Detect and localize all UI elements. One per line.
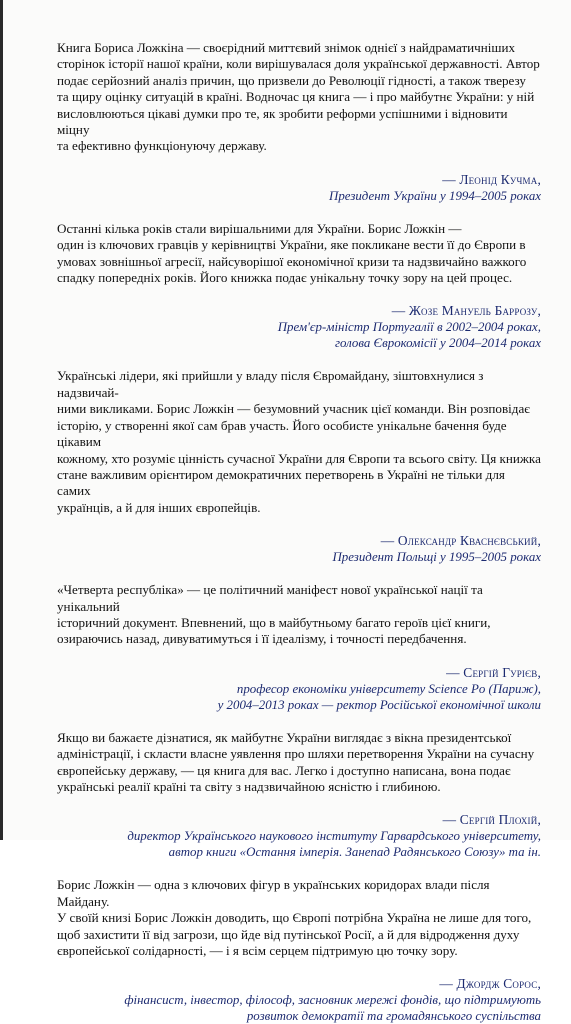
testimonial-attribution xyxy=(57,811,541,860)
author-role: Президент України у 1994–2005 роках xyxy=(329,188,541,203)
author-name: — Сергій Гурієв, xyxy=(446,664,541,680)
text-line: українців, а й для інших європейців. xyxy=(57,499,261,515)
text-line: та щиру оцінку ситуацій в країні. Водночас ця книга — і про майбутнє України: у ній xyxy=(57,89,535,105)
testimonial-attribution xyxy=(57,532,541,565)
text-line: стане важливим орієнтиром демократичних перетворень в Україні не тільки для самих xyxy=(57,466,505,499)
text-line: історичний документ. Впевнений, що в майбутньому багато героїв цієї книги, xyxy=(57,614,491,630)
text-line: Якщо ви бажаєте дізнатися, як майбутнє України виглядає з вікна президентської xyxy=(57,729,512,745)
text-line: Борис Ложкін — одна з ключових фігур в українських коридорах влади після Майдану. xyxy=(57,877,490,909)
testimonial-text xyxy=(57,730,541,796)
author-role: автор книги «Остання імперія. Занепад Радянського Союзу» та ін. xyxy=(168,845,541,860)
author-role: професор економіки університету Science Po (Париж), xyxy=(236,681,541,696)
author-name: — Олександр Кваснєвський, xyxy=(380,533,541,549)
author-role: Президент Польщі у 1995–2005 роках xyxy=(332,550,541,565)
text-line: один із ключових гравців у керівництві України, яке покликане вести її до Європи в xyxy=(57,237,526,253)
text-line: сторінок історії нашої країни, коли вирішувалася доля української державності. Автор xyxy=(57,56,540,72)
text-line: ними викликами. Борис Ложкін — безумовний учасник цієї команди. Він розповідає xyxy=(57,401,530,417)
text-line: та ефективно функціонуючу державу. xyxy=(57,138,267,154)
text-line: висловлюються цікаві думки про те, як зробити реформи успішними і відновити міцну xyxy=(57,105,508,138)
testimonials xyxy=(57,40,541,1024)
text-line: українські реалії країні та світу з надзвичайною ясністю і глибиною. xyxy=(57,778,441,794)
testimonial-text xyxy=(57,877,541,959)
text-line: історію, у створенні якої сам брав участь. Його особисте унікальне бачення буде цікавим xyxy=(57,417,507,450)
testimonial-text xyxy=(57,40,541,155)
author-name: — Леонід Кучма, xyxy=(442,171,541,187)
text-line: щоб захистити її від загрози, що йде від путінської Росії, а й для відродження духу xyxy=(57,926,520,942)
text-line: озираючись назад, дивуватимуться і її ідеалізму, і точності передбачення. xyxy=(57,631,467,647)
text-line: Книга Бориса Ложкіна — своєрідний миттєвий знімок однієї з найдраматичніших xyxy=(57,40,516,55)
text-line: подає серйозний аналіз причин, що призвели до Революції гідності, а також тверезу xyxy=(57,72,526,88)
author-role: розвиток демократії та громадянського суспільства xyxy=(246,1009,541,1024)
text-line: «Четверта республіка» — це політичний маніфест нової української нації та унікальний xyxy=(57,582,483,614)
author-name: — Джордж Сорос, xyxy=(439,976,541,992)
author-role: голова Єврокомісії у 2004–2014 роках xyxy=(334,336,541,351)
text-line: європейську державу, — ця книга для вас. Легко і доступно написана, вона подає xyxy=(57,762,511,778)
testimonial-text xyxy=(57,582,541,648)
testimonial-attribution xyxy=(57,302,541,351)
text-line: європейської солідарності, — і я всім серцем підтримую цю точку зору. xyxy=(57,943,458,958)
text-line: спадку попередніх років. Його книжка подає унікальну точку зору на цей процес. xyxy=(57,270,513,286)
author-role: фінансист, інвестор, філософ, засновник мережі фондів, що підтримують xyxy=(124,993,541,1008)
author-name: — Жозе Мануель Баррозу, xyxy=(391,303,541,319)
testimonial-attribution xyxy=(57,975,541,1024)
text-line: Українські лідери, які прийшли у владу після Євромайдану, зіштовхнулися з надзвичай- xyxy=(57,368,484,400)
author-name: — Сергій Плохій, xyxy=(442,812,541,828)
author-role: директор Українського наукового інституту Гарвардського університету, xyxy=(127,829,541,844)
text-line: У своїй книзі Борис Ложкін доводить, що Європі потрібна Україна не лише для того, xyxy=(57,910,532,926)
testimonial-attribution xyxy=(57,171,541,204)
testimonial-attribution xyxy=(57,664,541,713)
author-role: Прем'єр-міністр Португалії в 2002–2004 роках, xyxy=(277,320,541,335)
author-role: у 2004–2013 роках — ректор Російської економічної школи xyxy=(217,697,541,712)
text-line: адміністрації, і скласти власне уявлення про шляхи перетворення України на сучасну xyxy=(57,746,535,762)
text-line: умовах зовнішньої агресії, найсуворішої економічної кризи та надзвичайно важкого xyxy=(57,253,527,269)
text-line: Останні кілька років стали вирішальними для України. Борис Ложкін — xyxy=(57,220,462,236)
testimonial-text xyxy=(57,368,541,516)
testimonial-text xyxy=(57,221,541,287)
text-line: кожному, хто розуміє цінність сучасної України для Європи та всього світу. Ця книжка xyxy=(57,450,541,466)
